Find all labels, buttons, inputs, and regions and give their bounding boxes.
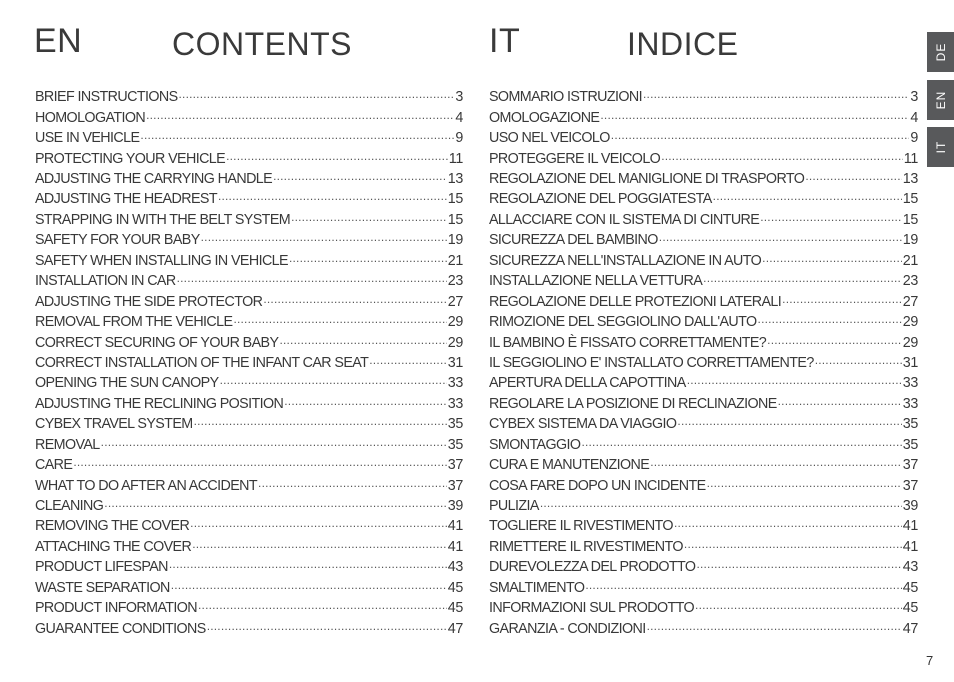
dot-leader: [279, 332, 446, 346]
toc-entry-title: RIMETTERE IL RIVESTIMENTO: [489, 538, 683, 555]
toc-entry-page: 45: [447, 600, 463, 617]
toc-entry[interactable]: [35, 516, 463, 536]
toc-entry[interactable]: [489, 537, 918, 557]
toc-entry[interactable]: [35, 291, 463, 311]
toc-entry-title: SMONTAGGIO: [489, 436, 581, 453]
toc-entry-title: CARE: [35, 457, 73, 474]
toc-entry-page: 13: [902, 171, 918, 188]
toc-entry[interactable]: [35, 598, 463, 618]
toc-entry-title: WASTE SEPARATION: [35, 579, 170, 596]
toc-entry[interactable]: [35, 373, 463, 393]
toc-entry-page: 9: [455, 130, 463, 147]
toc-entry[interactable]: [35, 148, 463, 168]
toc-entry-page: 35: [902, 416, 918, 433]
toc-list-it: [489, 87, 918, 639]
toc-entry-title: ADJUSTING THE HEADREST: [35, 191, 217, 208]
toc-entry[interactable]: [489, 210, 918, 230]
toc-entry-page: 4: [455, 109, 463, 126]
dot-leader: [600, 107, 909, 121]
dot-leader: [674, 516, 902, 530]
dot-leader: [190, 516, 447, 530]
dot-leader: [815, 353, 902, 367]
toc-entry-title: STRAPPING IN WITH THE BELT SYSTEM: [35, 211, 291, 228]
toc-entry[interactable]: [35, 271, 463, 291]
toc-entry-page: 45: [447, 579, 463, 596]
dot-leader: [179, 87, 455, 101]
toc-entry[interactable]: [489, 434, 918, 454]
dot-leader: [273, 169, 447, 183]
toc-entry-page: 3: [455, 89, 463, 106]
toc-entry-title: CYBEX SISTEMA DA VIAGGIO: [489, 416, 677, 433]
dot-leader: [218, 189, 447, 203]
toc-entry-title: OPENING THE SUN CANOPY: [35, 375, 219, 392]
toc-entry[interactable]: [489, 107, 918, 127]
language-tab-en[interactable]: [927, 80, 954, 120]
dot-leader: [585, 578, 901, 592]
toc-entry-title: REMOVAL: [35, 436, 100, 453]
toc-entry-title: REMOVING THE COVER: [35, 518, 190, 535]
dot-leader: [713, 189, 902, 203]
toc-entry-title: APERTURA DELLA CAPOTTINA: [489, 375, 686, 392]
toc-entry[interactable]: [35, 230, 463, 250]
toc-entry[interactable]: [35, 455, 463, 475]
toc-entry-page: 41: [902, 518, 918, 535]
dot-leader: [805, 169, 901, 183]
toc-entry-title: PROTEGGERE IL VEICOLO: [489, 150, 661, 167]
toc-entry[interactable]: [489, 128, 918, 148]
toc-entry-title: SICUREZZA NELL'INSTALLAZIONE IN AUTO: [489, 252, 762, 269]
dot-leader: [695, 598, 902, 612]
toc-entry[interactable]: [35, 189, 463, 209]
dot-leader: [696, 557, 901, 571]
dot-leader: [101, 434, 447, 448]
dot-leader: [643, 87, 909, 101]
toc-entry-title: ATTACHING THE COVER: [35, 538, 192, 555]
toc-entry-title: INSTALLATION IN CAR: [35, 273, 176, 290]
toc-entry[interactable]: [489, 516, 918, 536]
toc-entry-page: 35: [447, 416, 463, 433]
toc-entry-title: TOGLIERE IL RIVESTIMENTO: [489, 518, 673, 535]
dot-leader: [233, 312, 446, 326]
toc-entry-title: GARANZIA - CONDIZIONI: [489, 620, 646, 637]
toc-entry-title: COSA FARE DOPO UN INCIDENTE: [489, 477, 706, 494]
toc-entry[interactable]: [489, 148, 918, 168]
language-tab-de[interactable]: [927, 32, 954, 72]
toc-entry[interactable]: [35, 353, 463, 373]
toc-entry-title: REGOLAZIONE DEL POGGIATESTA: [489, 191, 712, 208]
dot-leader: [169, 557, 447, 571]
toc-entry-page: 11: [903, 150, 918, 167]
toc-entry-page: 19: [902, 232, 918, 249]
toc-entry-page: 23: [902, 273, 918, 290]
toc-entry-page: 27: [902, 293, 918, 310]
toc-entry[interactable]: [35, 394, 463, 414]
toc-entry[interactable]: [489, 578, 918, 598]
dot-leader: [291, 210, 447, 224]
toc-entry-page: 3: [910, 89, 918, 106]
language-tab-label: DE: [933, 42, 948, 62]
dot-leader: [177, 271, 447, 285]
language-tab-label: IT: [933, 140, 948, 154]
toc-entry-page: 43: [447, 559, 463, 576]
dot-leader: [661, 148, 903, 162]
toc-entry-title: HOMOLOGATION: [35, 109, 146, 126]
toc-entry-title: CYBEX TRAVEL SYSTEM: [35, 416, 193, 433]
toc-entry[interactable]: [489, 189, 918, 209]
toc-entry-title: OMOLOGAZIONE: [489, 109, 600, 126]
toc-entry-title: ADJUSTING THE SIDE PROTECTOR: [35, 293, 263, 310]
toc-entry[interactable]: [35, 537, 463, 557]
toc-entry-page: 31: [902, 354, 918, 371]
indice-title: INDICE: [627, 26, 739, 62]
toc-entry-page: 35: [447, 436, 463, 453]
toc-entry-page: 35: [902, 436, 918, 453]
toc-entry-title: BRIEF INSTRUCTIONS: [35, 89, 178, 106]
dot-leader: [201, 230, 447, 244]
toc-entry[interactable]: [489, 332, 918, 352]
toc-entry[interactable]: [489, 414, 918, 434]
toc-entry-page: 37: [447, 457, 463, 474]
toc-entry-page: 33: [447, 375, 463, 392]
toc-entry-title: RIMOZIONE DEL SEGGIOLINO DALL'AUTO: [489, 314, 757, 331]
toc-entry-title: CORRECT SECURING OF YOUR BABY: [35, 334, 279, 351]
toc-entry-title: PULIZIA: [489, 498, 539, 515]
toc-entry[interactable]: [489, 598, 918, 618]
toc-entry-title: ADJUSTING THE CARRYING HANDLE: [35, 171, 273, 188]
dot-leader: [104, 496, 446, 510]
toc-entry[interactable]: [35, 107, 463, 127]
dot-leader: [762, 251, 902, 265]
toc-entry-title: ADJUSTING THE RECLINING POSITION: [35, 395, 284, 412]
dot-leader: [73, 455, 446, 469]
toc-entry-title: IL SEGGIOLINO E' INSTALLATO CORRETTAMENTE?: [489, 354, 814, 371]
dot-leader: [760, 210, 901, 224]
language-tab-label: EN: [933, 90, 948, 109]
toc-entry-page: 15: [902, 191, 918, 208]
toc-entry-page: 33: [447, 395, 463, 412]
toc-entry-page: 29: [902, 334, 918, 351]
dot-leader: [540, 496, 902, 510]
toc-entry-page: 33: [902, 395, 918, 412]
dot-leader: [284, 394, 446, 408]
toc-entry[interactable]: [35, 312, 463, 332]
toc-entry-page: 45: [902, 600, 918, 617]
toc-entry-page: 29: [902, 314, 918, 331]
toc-entry-page: 29: [447, 334, 463, 351]
toc-entry[interactable]: [35, 210, 463, 230]
toc-entry-page: 15: [902, 211, 918, 228]
toc-entry[interactable]: [35, 434, 463, 454]
toc-entry[interactable]: [35, 557, 463, 577]
toc-entry[interactable]: [35, 169, 463, 189]
toc-entry-page: 9: [910, 130, 918, 147]
toc-entry[interactable]: [489, 618, 918, 638]
dot-leader: [258, 475, 447, 489]
toc-entry-page: 39: [447, 498, 463, 515]
dot-leader: [778, 394, 902, 408]
toc-entry[interactable]: [489, 251, 918, 271]
toc-entry[interactable]: [489, 394, 918, 414]
toc-entry-title: SICUREZZA DEL BAMBINO: [489, 232, 658, 249]
dot-leader: [782, 291, 902, 305]
page-number: 7: [926, 653, 934, 668]
toc-entry-title: REGOLARE LA POSIZIONE DI RECLINAZIONE: [489, 395, 777, 412]
toc-entry-title: IL BAMBINO È FISSATO CORRETTAMENTE?: [489, 334, 767, 351]
dot-leader: [171, 578, 447, 592]
dot-leader: [192, 537, 446, 551]
toc-entry-page: 13: [447, 171, 463, 188]
dot-leader: [647, 618, 902, 632]
toc-entry-page: 37: [447, 477, 463, 494]
toc-entry[interactable]: [489, 271, 918, 291]
toc-entry-page: 31: [447, 354, 463, 371]
toc-entry-title: PRODUCT INFORMATION: [35, 600, 198, 617]
dot-leader: [369, 353, 446, 367]
toc-entry-title: SMALTIMENTO: [489, 579, 585, 596]
toc-entry-title: INFORMAZIONI SUL PRODOTTO: [489, 600, 695, 617]
toc-entry-page: 33: [902, 375, 918, 392]
toc-entry-page: 15: [447, 211, 463, 228]
toc-entry[interactable]: [489, 169, 918, 189]
toc-entry-page: 15: [447, 191, 463, 208]
dot-leader: [677, 414, 901, 428]
toc-entry-page: 29: [447, 314, 463, 331]
toc-entry[interactable]: [35, 496, 463, 516]
toc-entry-page: 4: [910, 109, 918, 126]
toc-entry-title: CLEANING: [35, 498, 104, 515]
toc-entry[interactable]: [489, 230, 918, 250]
toc-entry-page: 11: [448, 150, 463, 167]
toc-entry-page: 27: [447, 293, 463, 310]
dot-leader: [650, 455, 902, 469]
toc-entry-page: 41: [447, 518, 463, 535]
toc-entry-title: USE IN VEHICLE: [35, 130, 140, 147]
dot-leader: [758, 312, 902, 326]
dot-leader: [659, 230, 902, 244]
toc-entry[interactable]: [35, 414, 463, 434]
toc-entry-page: 21: [902, 252, 918, 269]
dot-leader: [220, 373, 447, 387]
dot-leader: [707, 475, 902, 489]
toc-entry[interactable]: [35, 578, 463, 598]
dot-leader: [194, 414, 447, 428]
toc-entry-title: GUARANTEE CONDITIONS: [35, 620, 206, 637]
toc-entry[interactable]: [489, 87, 918, 107]
toc-entry-title: PROTECTING YOUR VEHICLE: [35, 150, 226, 167]
dot-leader: [611, 128, 910, 142]
toc-entry-page: 45: [902, 579, 918, 596]
lang-code-en: EN: [34, 22, 83, 60]
toc-entry-title: SAFETY FOR YOUR BABY: [35, 232, 200, 249]
toc-entry-title: WHAT TO DO AFTER AN ACCIDENT: [35, 477, 258, 494]
toc-entry-page: 37: [902, 457, 918, 474]
toc-list-en: [35, 87, 463, 639]
toc-entry[interactable]: [489, 291, 918, 311]
toc-entry-page: 43: [902, 559, 918, 576]
dot-leader: [146, 107, 454, 121]
toc-entry-page: 39: [902, 498, 918, 515]
dot-leader: [198, 598, 447, 612]
dot-leader: [140, 128, 454, 142]
toc-entry-title: CURA E MANUTENZIONE: [489, 457, 650, 474]
dot-leader: [289, 251, 447, 265]
toc-entry-title: USO NEL VEICOLO: [489, 130, 610, 147]
toc-entry-title: REMOVAL FROM THE VEHICLE: [35, 314, 233, 331]
toc-entry-page: 19: [447, 232, 463, 249]
toc-entry-title: INSTALLAZIONE NELLA VETTURA: [489, 273, 703, 290]
toc-entry[interactable]: [35, 332, 463, 352]
toc-entry-page: 21: [447, 252, 463, 269]
dot-leader: [207, 618, 447, 632]
toc-entry-title: ALLACCIARE CON IL SISTEMA DI CINTURE: [489, 211, 760, 228]
toc-entry[interactable]: [489, 557, 918, 577]
dot-leader: [684, 537, 902, 551]
toc-entry-page: 41: [902, 538, 918, 555]
toc-entry[interactable]: [489, 312, 918, 332]
toc-entry[interactable]: [35, 251, 463, 271]
dot-leader: [767, 332, 902, 346]
toc-entry[interactable]: [489, 475, 918, 495]
language-tab-it[interactable]: [927, 127, 954, 167]
toc-entry-page: 37: [902, 477, 918, 494]
toc-entry-page: 23: [447, 273, 463, 290]
contents-title: CONTENTS: [172, 26, 352, 62]
dot-leader: [703, 271, 902, 285]
toc-entry-title: PRODUCT LIFESPAN: [35, 559, 168, 576]
toc-entry-page: 47: [447, 620, 463, 637]
toc-entry[interactable]: [489, 496, 918, 516]
toc-entry[interactable]: [35, 475, 463, 495]
dot-leader: [687, 373, 902, 387]
toc-entry[interactable]: [35, 618, 463, 638]
toc-entry[interactable]: [489, 455, 918, 475]
toc-entry-title: SAFETY WHEN INSTALLING IN VEHICLE: [35, 252, 288, 269]
toc-entry-page: 47: [902, 620, 918, 637]
toc-entry-title: DUREVOLEZZA DEL PRODOTTO: [489, 559, 696, 576]
toc-entry-title: CORRECT INSTALLATION OF THE INFANT CAR SEAT: [35, 354, 369, 371]
language-tabs: [927, 32, 954, 175]
toc-entry[interactable]: [35, 87, 463, 107]
dot-leader: [263, 291, 446, 305]
toc-entry[interactable]: [35, 128, 463, 148]
dot-leader: [226, 148, 448, 162]
toc-entry-title: REGOLAZIONE DELLE PROTEZIONI LATERALI: [489, 293, 782, 310]
lang-code-it: IT: [489, 22, 521, 60]
toc-entry-title: REGOLAZIONE DEL MANIGLIONE DI TRASPORTO: [489, 171, 805, 188]
toc-entry-title: SOMMARIO ISTRUZIONI: [489, 89, 643, 106]
toc-entry[interactable]: [489, 373, 918, 393]
toc-entry-page: 41: [447, 538, 463, 555]
dot-leader: [581, 434, 901, 448]
toc-entry[interactable]: [489, 353, 918, 373]
